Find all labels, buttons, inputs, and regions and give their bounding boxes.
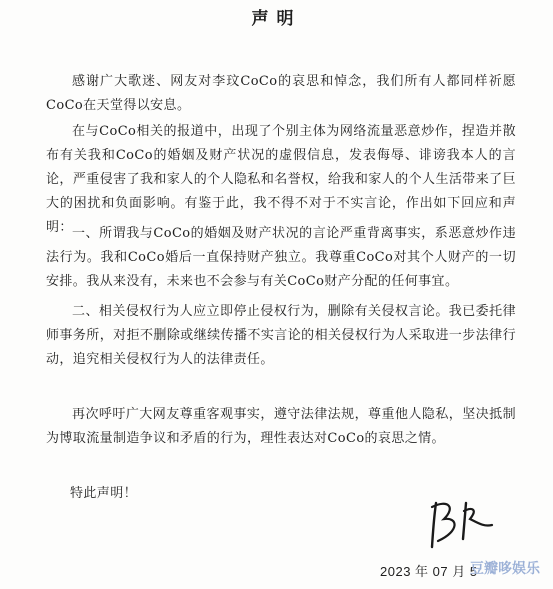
paragraph-point-two: 二、相关侵权行为人应立即停止侵权行为，删除有关侵权言论。我已委托律师事务所，对拒不删除或继续传播不实言论的相关侵权行为人采取进一步法律行动，追究相关侵权行为人的法律责任。	[46, 304, 516, 367]
paragraph-background: 在与CoCo相关的报道中，出现了个别主体为网络流量恶意炒作，捏造并散布有关我和CoCo的婚姻及财产状况的虚假信息，发表侮辱、诽谤我本人的言论，严重侵害了我和家人的个人隐私和名誉权，给我和家人的个人生活带来了巨大的困扰和负面影响。有鉴于此，我不得不对于不实言论，作出如下回应和声明：	[46, 124, 516, 235]
paragraph-appeal: 再次呼吁广大网友尊重客观事实，遵守法律法规，尊重他人隐私，坚决抵制为博取流量制造争议和矛盾的行为，理性表达对CoCo的哀思之情。	[46, 407, 516, 446]
paragraph-point-one: 一、所谓我与CoCo的婚姻及财产状况的言论严重背离事实，系恶意炒作违法行为。我和CoCo婚后一直保持财产独立。我尊重CoCo对其个人财产的一切安排。我从来没有，未来也不会参与有关CoCo财产分配的任何事宜。	[46, 226, 516, 289]
document-date: 2023 年 07 月 5	[380, 564, 478, 579]
document-title: 声明	[251, 9, 302, 29]
source-watermark: 豆瓣哆娱乐	[470, 561, 540, 577]
paragraph-condolence: 感谢广大歌迷、网友对李玟CoCo的哀思和悼念，我们所有人都同样祈愿CoCo在天堂得以安息。	[46, 74, 516, 113]
handwritten-signature	[426, 497, 496, 553]
closing-statement: 特此声明！	[70, 486, 138, 501]
